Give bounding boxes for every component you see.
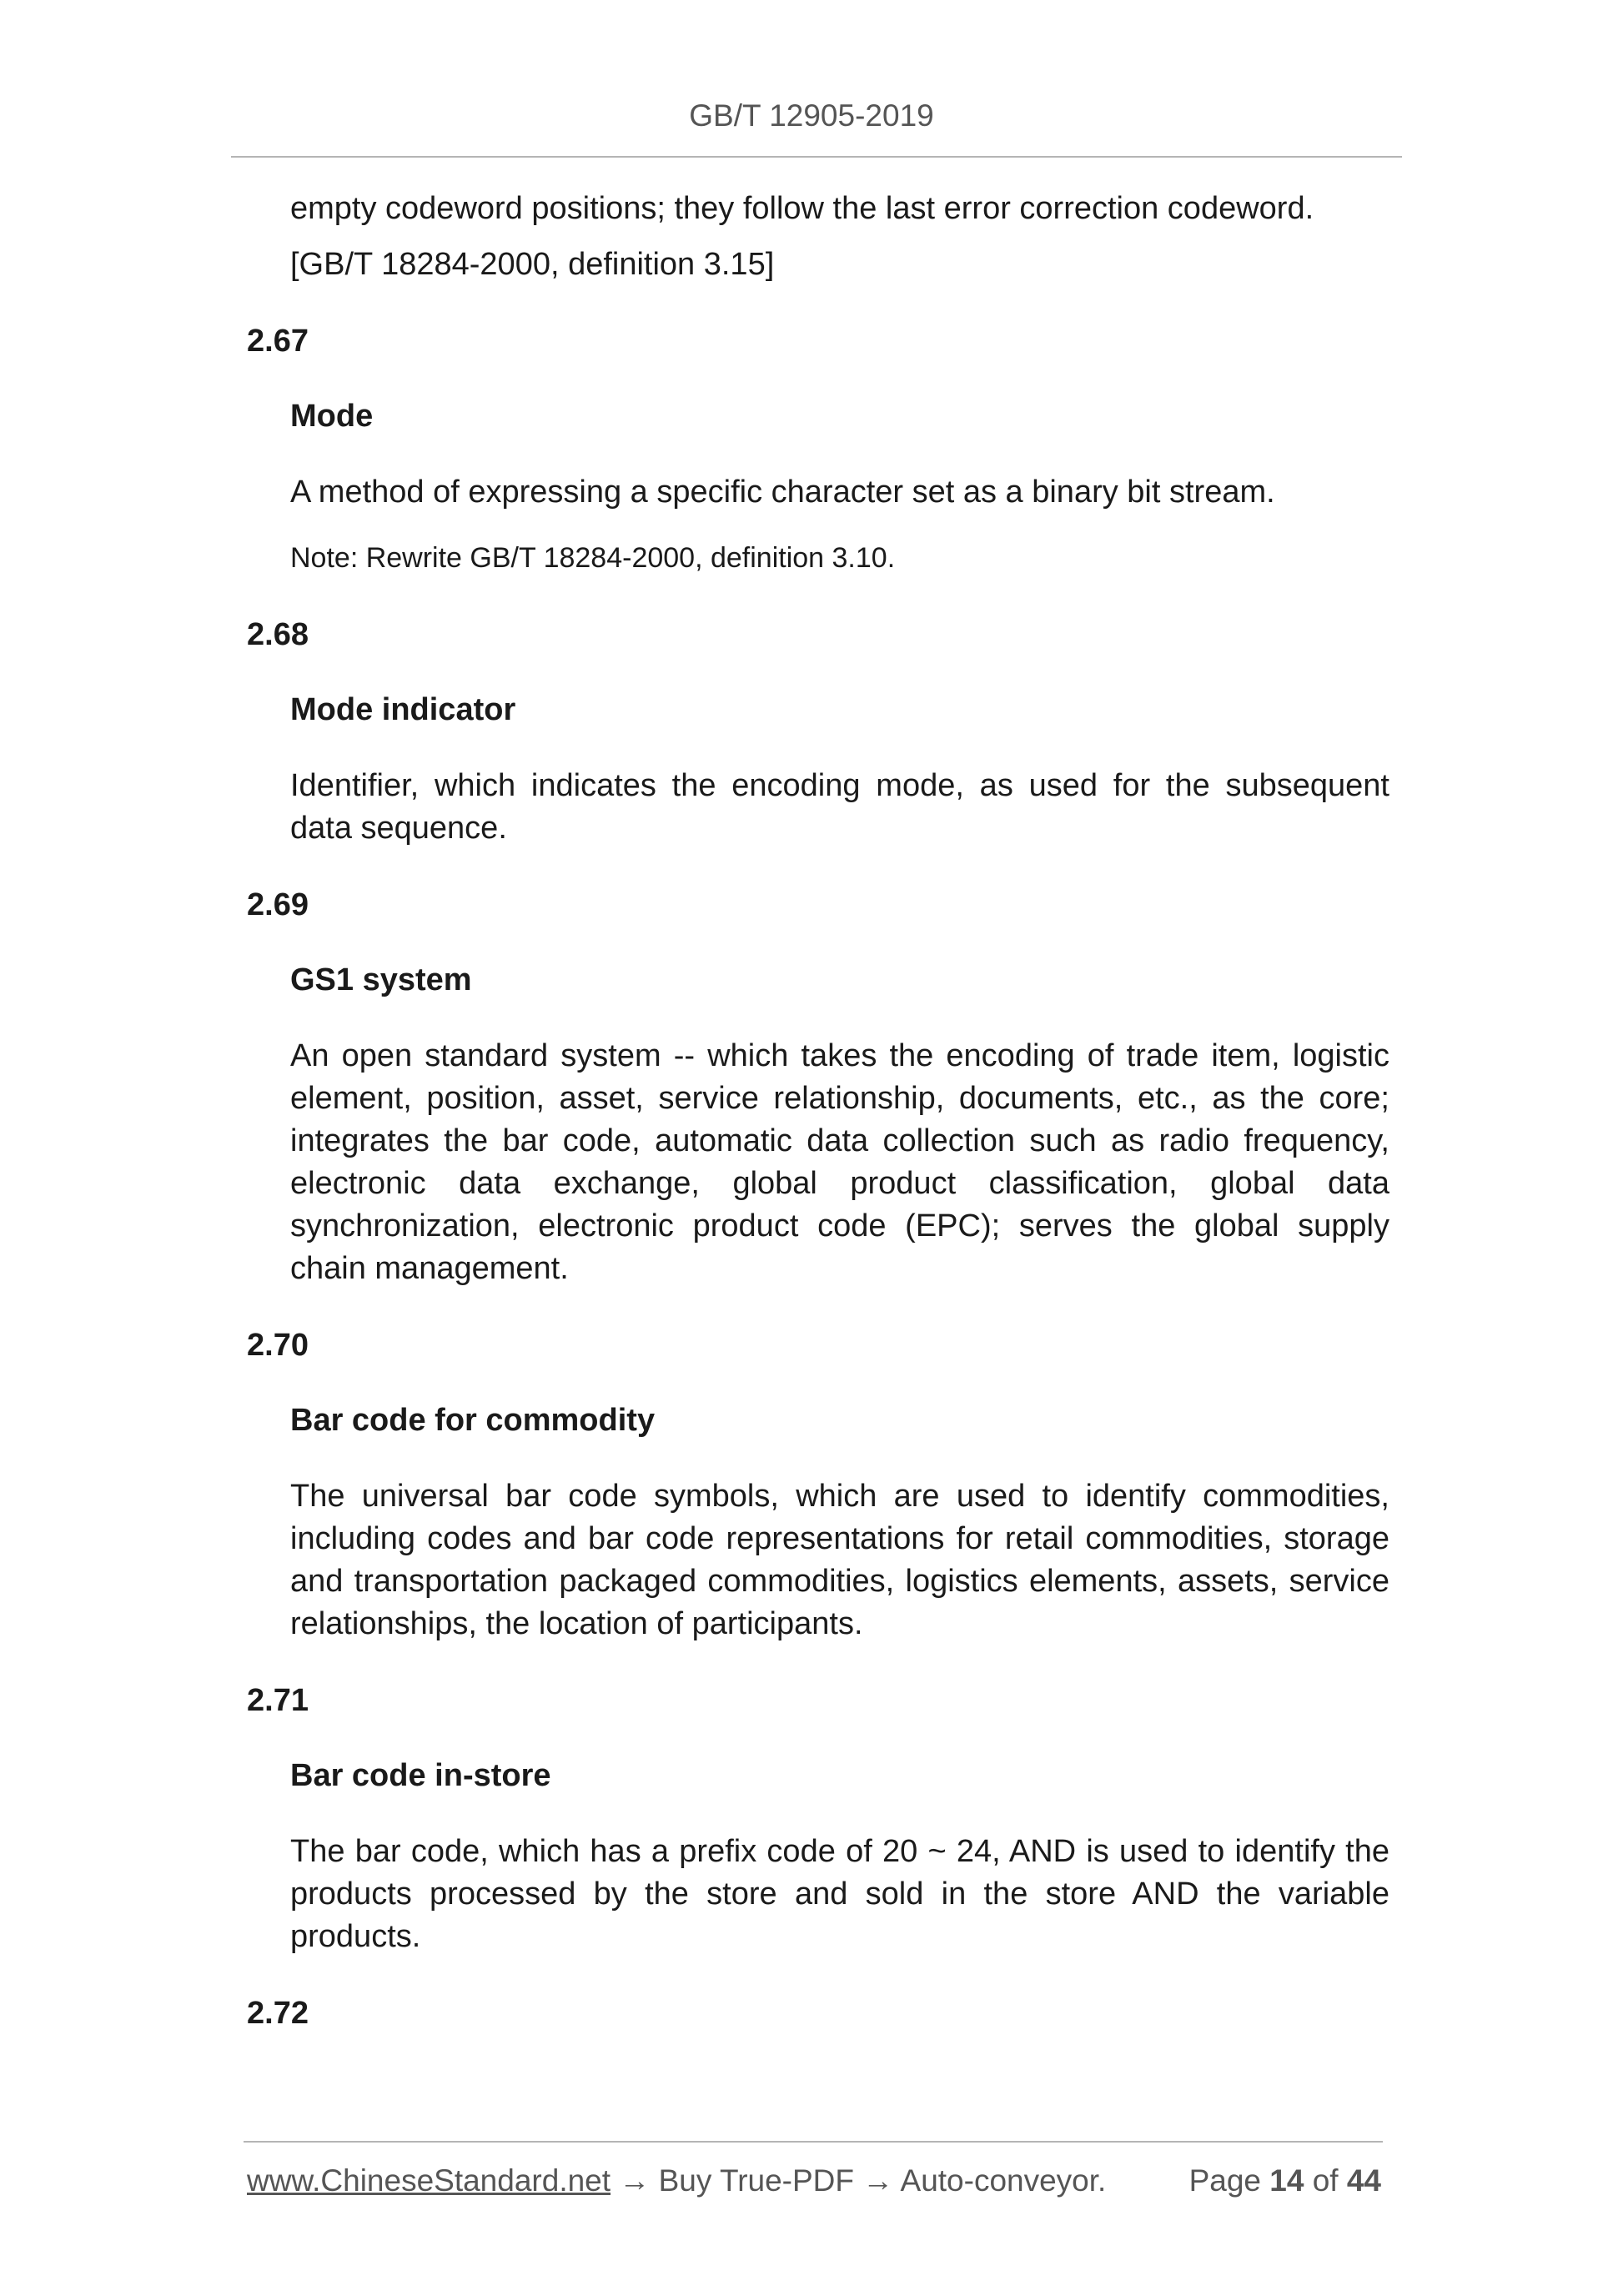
total-pages: 44 <box>1346 2163 1381 2198</box>
term-definition: An open standard system -- which takes the encoding of trade item, logistic element, position, asset, service relationship, documents, etc., as the core; integrates the bar code, automatic data collection such as radio frequency, electronic data exchange, global product classification, global data synchronization, electronic product code (EPC); serves the global supply chain management. <box>290 1038 1389 1286</box>
term-definition: The bar code, which has a prefix code of 20 ~ 24, AND is used to identify the products processed by the store and sold in the store AND the variable products. <box>290 1834 1389 1954</box>
footer-source <box>247 2160 1106 2202</box>
page-number: 14 <box>1269 2163 1304 2198</box>
page-label: Page <box>1188 2163 1261 2198</box>
clause-number: 2.70 <box>247 1328 309 1363</box>
clause-number: 2.72 <box>247 1996 309 2031</box>
term-title: Bar code for commodity <box>290 1403 656 1438</box>
website-link[interactable]: www.ChineseStandard.net <box>247 2163 611 2198</box>
term-title: GS1 system <box>290 962 472 997</box>
of-label: of <box>1312 2163 1339 2198</box>
reference-citation: [GB/T 18284-2000, definition 3.15] <box>290 247 775 282</box>
header-divider <box>231 156 1402 158</box>
page-indicator <box>1189 2160 1381 2202</box>
page-header: GB/T 12905-2019 <box>689 98 934 133</box>
term-title: Bar code in-store <box>290 1758 551 1793</box>
continuation-text: empty codeword positions; they follow the last error correction codeword. <box>290 191 1314 226</box>
term-title: Mode indicator <box>290 692 516 727</box>
clause-number: 2.71 <box>247 1683 309 1718</box>
term-note: Note: Rewrite GB/T 18284-2000, definition 3.10. <box>290 542 896 574</box>
clause-number: 2.67 <box>247 324 309 359</box>
document-body <box>247 188 1389 2067</box>
term-title: Mode <box>290 399 374 434</box>
clause-number: 2.68 <box>247 617 309 652</box>
footer-divider <box>244 2141 1383 2143</box>
clause-number: 2.69 <box>247 887 309 922</box>
footer-trail: → Buy True-PDF → Auto-conveyor. <box>611 2163 1107 2198</box>
term-definition: A method of expressing a specific character set as a binary bit stream. <box>290 475 1275 510</box>
term-definition: The universal bar code symbols, which are used to identify commodities, including codes and bar code representations for retail commodities, storage and transportation packaged commodities, logistics elements, assets, service relationships, the location of participants. <box>290 1479 1389 1641</box>
term-definition: Identifier, which indicates the encoding mode, as used for the subsequent data sequence. <box>290 768 1389 846</box>
